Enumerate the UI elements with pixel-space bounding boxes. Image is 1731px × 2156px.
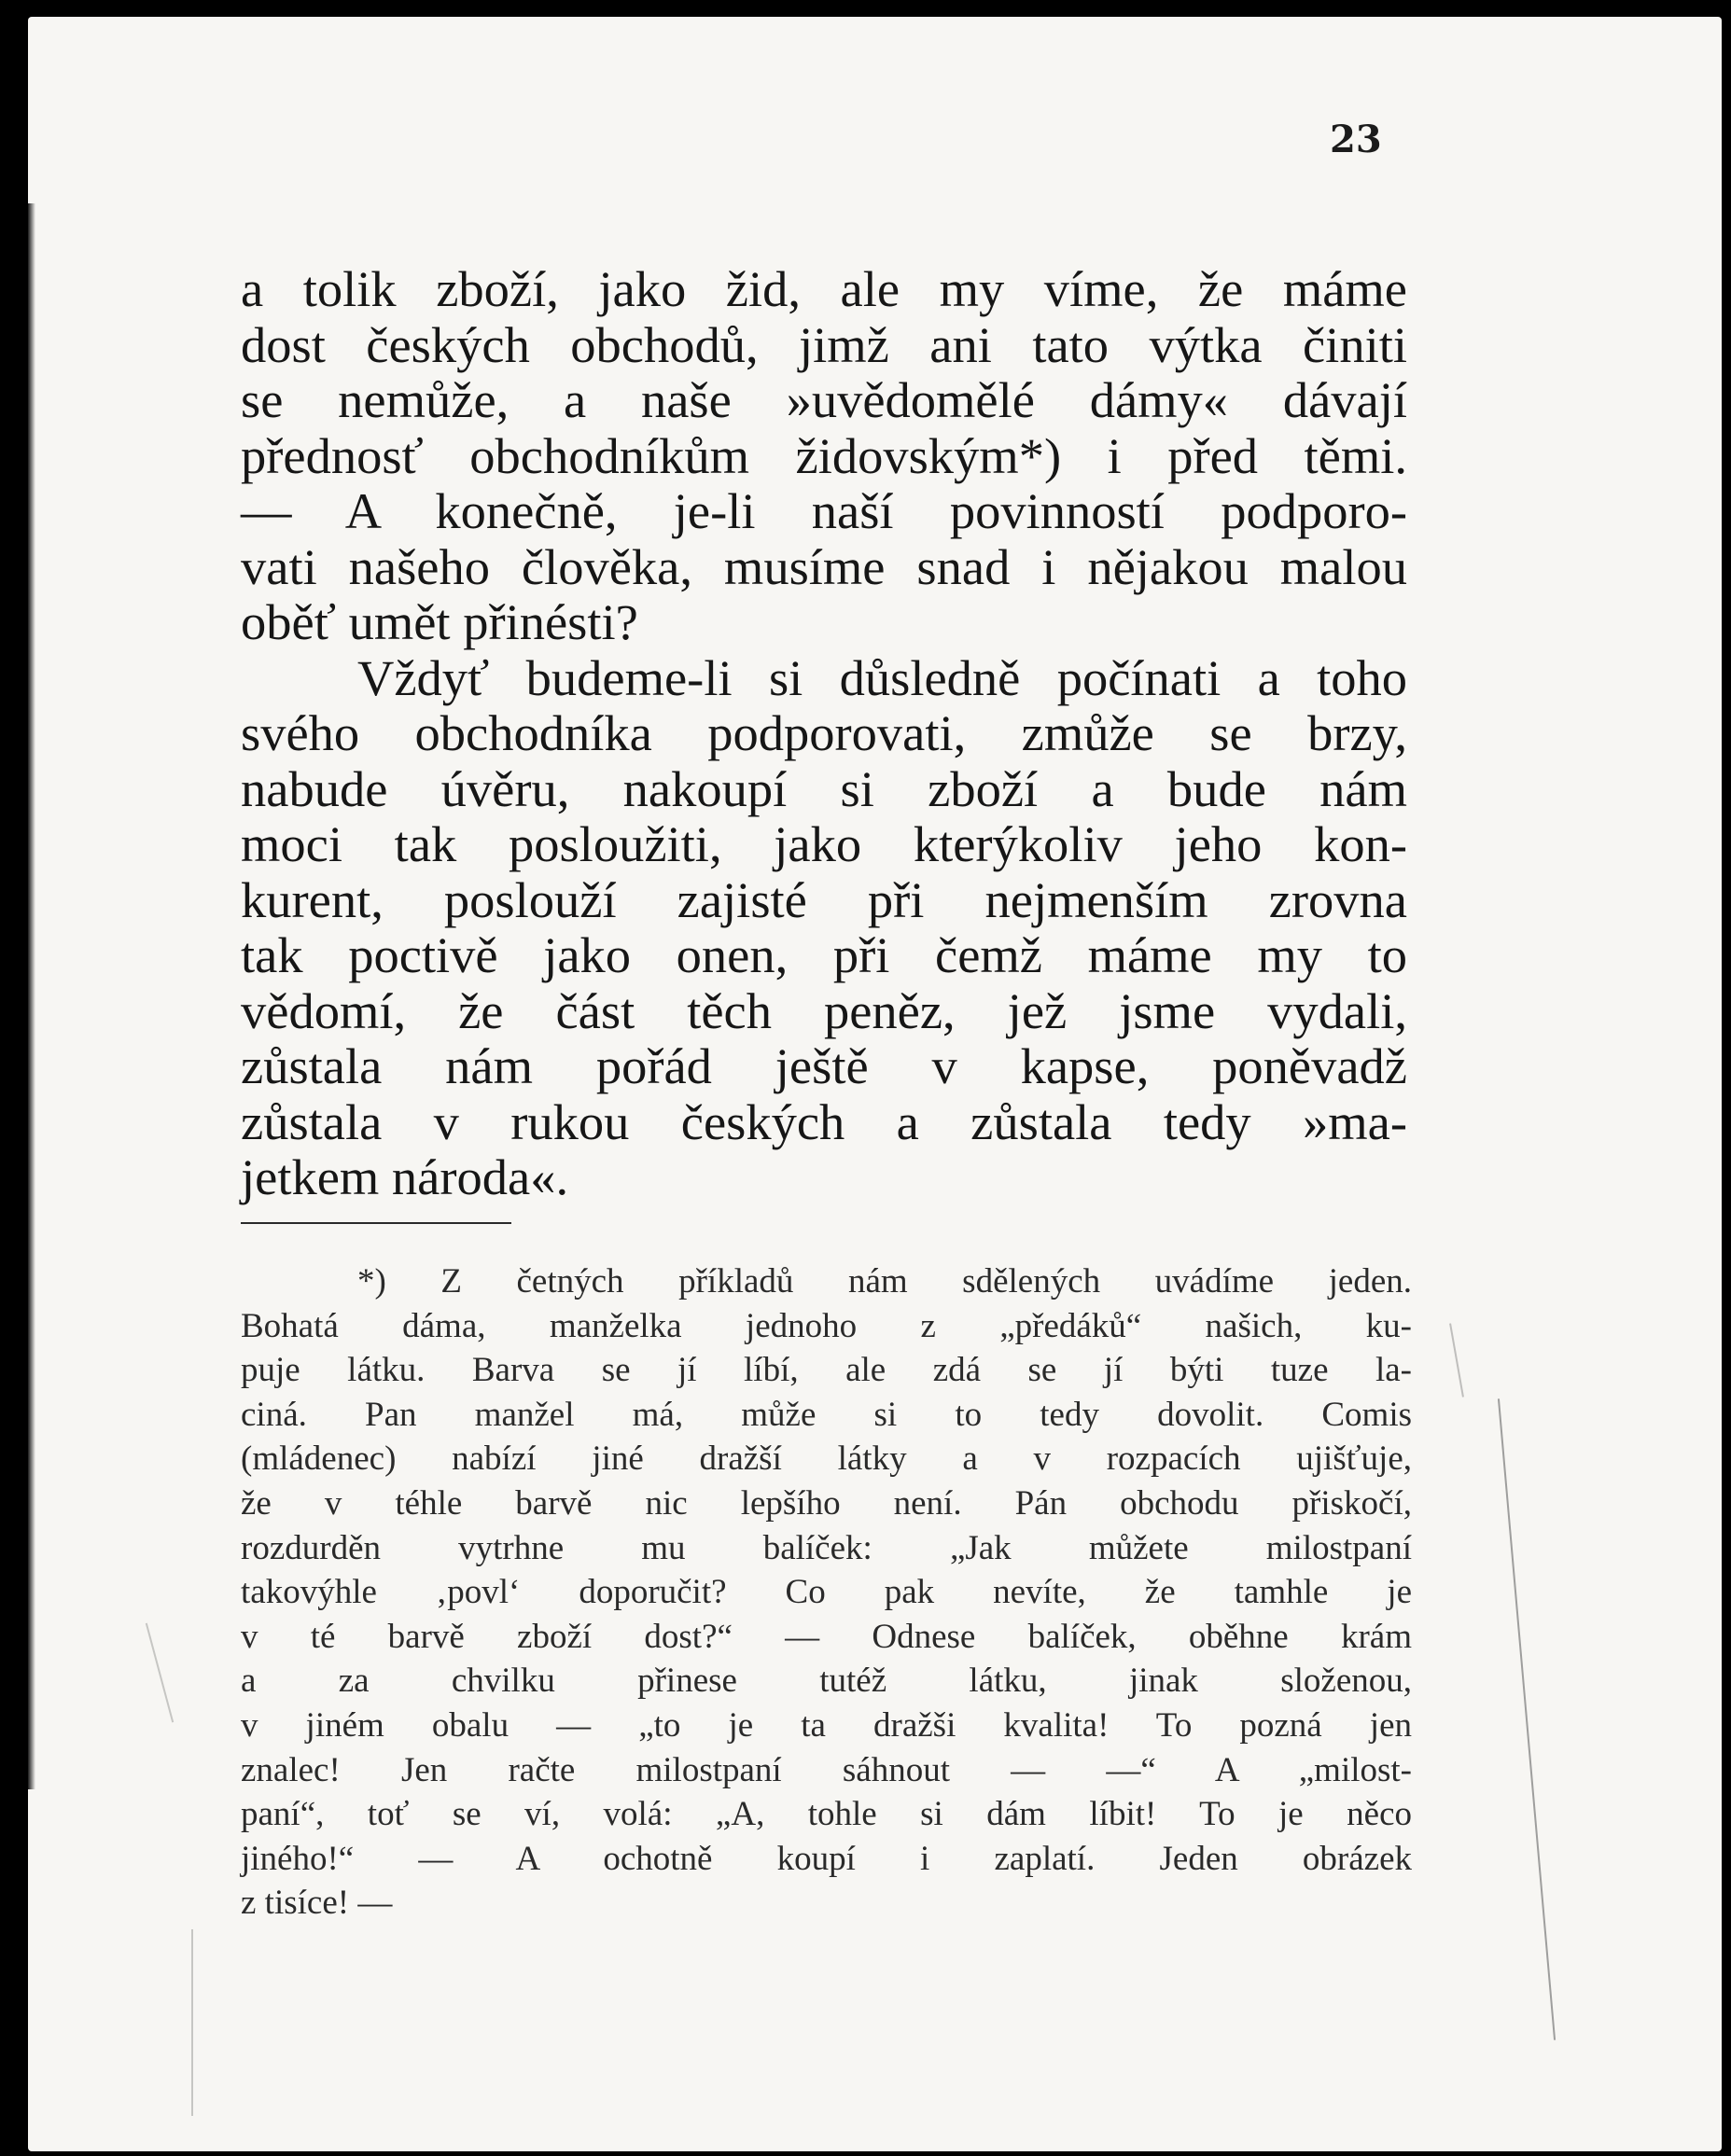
text-line: moci tak posloužiti, jako kterýkoliv jeho kon- (241, 815, 1407, 872)
page-number: 23 (1330, 118, 1382, 161)
text-line: kurent, poslouží zajisté při nejmenším zrovna (241, 870, 1407, 928)
footnote-line: puje látku. Barva se jí líbí, ale zdá se jí býti tuze la- (241, 1351, 1412, 1390)
paper-scratch-mark (1449, 1323, 1464, 1397)
text-line: oběť umět přinésti? (241, 593, 638, 650)
text-line: přednosť obchodníkům židovským*) i před těmi. (241, 426, 1407, 484)
footnote-line: jiného!“ — A ochotně koupí i zaplatí. Jeden obrázek (241, 1839, 1412, 1878)
text-line: vati našeho člověka, musíme snad i nějakou malou (241, 537, 1407, 595)
paper-scratch-mark (191, 1929, 193, 2116)
text-line: a tolik zboží, jako žid, ale my víme, že máme (241, 260, 1407, 317)
footnote-line: (mládenec) nabízí jiné dražší látky a v rozpacích ujišťuje, (241, 1440, 1412, 1479)
page-edge-shadow (28, 203, 35, 1789)
footnote-line: Bohatá dáma, manželka jednoho z „předáků“ našich, ku- (241, 1306, 1412, 1345)
text-line: vědomí, že část těch peněz, jež jsme vydali, (241, 981, 1407, 1039)
footnote-line: a za chvilku přinese tutéž látku, jinak složenou, (241, 1662, 1412, 1701)
footnote-line: znalec! Jen račte milostpaní sáhnout — —“ A „milost- (241, 1750, 1412, 1789)
text-line: Vždyť budeme-li si důsledně počínati a toho (357, 648, 1407, 706)
text-line: tak poctivě jako onen, při čemž máme my to (241, 926, 1407, 983)
footnote-line: ciná. Pan manžel má, může si to tedy dovolit. Comis (241, 1395, 1412, 1434)
text-line: nabude úvěru, nakoupí si zboží a bude nám (241, 759, 1407, 817)
text-line: jetkem národa«. (241, 1148, 569, 1205)
text-line: svého obchodníka podporovati, zmůže se brzy, (241, 704, 1407, 761)
footnote-divider (241, 1222, 511, 1224)
footnote-line: z tisíce! — (241, 1884, 393, 1923)
text-line: — A konečně, je-li naší povinností podporo- (241, 482, 1407, 539)
footnote-line: paní“, toť se ví, volá: „A, tohle si dám líbit! To je něco (241, 1795, 1412, 1834)
text-line: se nemůže, a naše »uvědomělé dámy« dávají (241, 371, 1407, 428)
paper-scratch-mark (146, 1623, 174, 1723)
text-line: zůstala nám pořád ještě v kapse, poněvadž (241, 1037, 1407, 1094)
footnote-line: *) Z četných příkladů nám sdělených uvádíme jeden. (357, 1262, 1412, 1301)
main-text-block (241, 261, 1407, 1205)
footnote-line: že v téhle barvě nic lepšího není. Pán obchodu přiskočí, (241, 1483, 1412, 1523)
book-page (28, 17, 1722, 2151)
footnote-block (241, 1259, 1412, 1926)
footnote-line: rozdurděn vytrhne mu balíček: „Jak můžete milostpaní (241, 1528, 1412, 1567)
footnote-line: takovýhle ‚povl‘ doporučit? Co pak nevíte, že tamhle je (241, 1573, 1412, 1612)
text-line: zůstala v rukou českých a zůstala tedy »ma- (241, 1092, 1407, 1150)
footnote-line: v jiném obalu — „to je ta dražši kvalita! To pozná jen (241, 1705, 1412, 1745)
footnote-line: v té barvě zboží dost?“ — Odnese balíček, oběhne krám (241, 1617, 1412, 1656)
paper-scratch-mark (1498, 1398, 1556, 2040)
text-line: dost českých obchodů, jimž ani tato výtka činiti (241, 315, 1407, 373)
